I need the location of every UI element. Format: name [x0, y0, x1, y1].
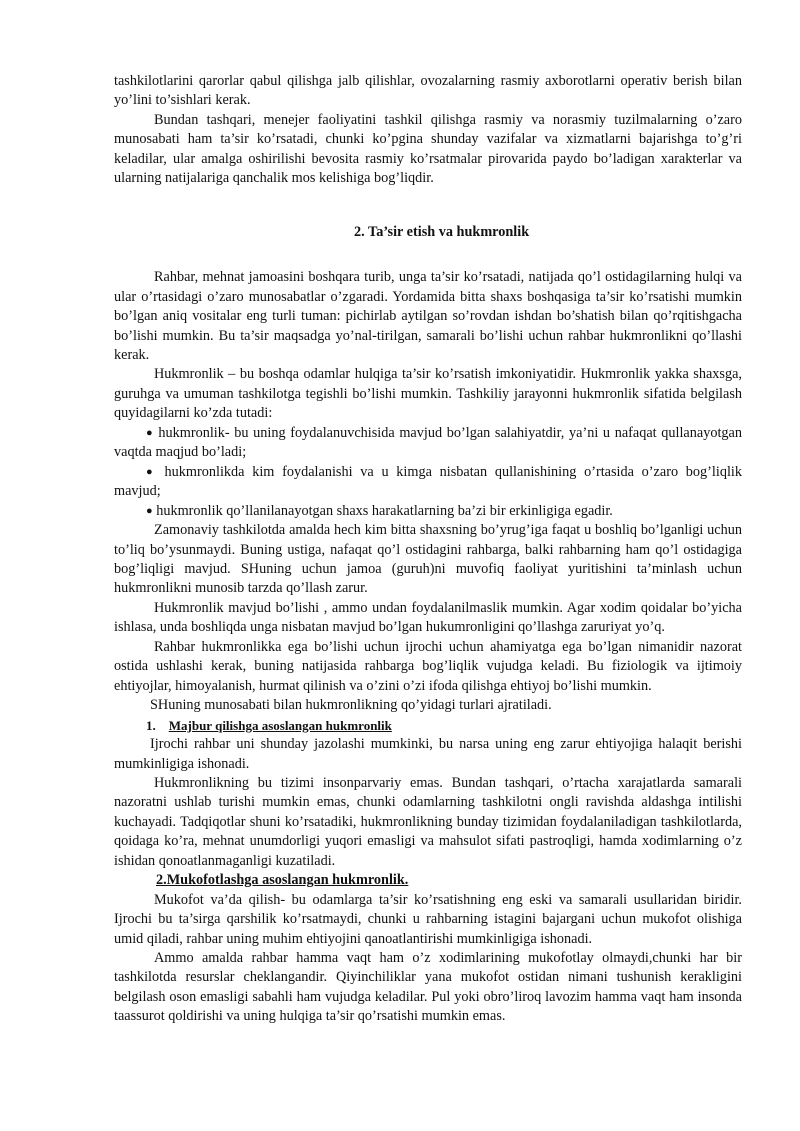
section-heading: 2. Ta’sir etish va hukmronlik: [354, 223, 530, 240]
bullet-item-2: [114, 463, 742, 502]
bullet-item-1: [114, 424, 742, 463]
paragraph-types-intro: [114, 696, 742, 715]
paragraph-continuation: tashkilotlarini qarorlar qabul qilishga jalb qilishlar, ovozalarning rasmiy axborotlarni operativ berish bilan yo’lini to’sishlari kerak.: [114, 73, 742, 109]
paragraph-leader-influence: Rahbar, mehnat jamoasini boshqara turib, unga ta’sir ko’rsatadi, natijada qo’l ostidagilarning hulqi va ular o’rtasidagi o’zaro munosabatlar o’zgaradi. Yordamida bitta shaxs boshqasiga ta’sir ko’rsatishi mumkin bo’lgan aniq vositalar eng turli tuman: pichirlab aytilgan so’rovdan ishdan bo’shatish bilan qo’rqitishgacha bo’lishi mumkin. Bu ta’sir maqsadga yo’nal-tirilgan, samarali bo’lishi uchun rahbar hukmronlikni qo’llashi kerak.: [114, 269, 742, 363]
bullet-item-3: [114, 502, 742, 521]
bullet-text: hukmronlikda kim foydalanishi va u kimga nisbatan qullanishining o’rtasida o’zaro bog’liqlik mavjud;: [114, 463, 743, 500]
bullet-text: hukmronlik qo’llanilanayotgan shaxs harakatlarning ba’zi bir erkinligiga egadir.: [156, 502, 613, 519]
subheading-number: 1.: [146, 717, 156, 733]
bullet-icon: ●: [146, 465, 157, 478]
bullet-icon: ●: [146, 426, 154, 439]
paragraph-modern-organization: Zamonaviy tashkilotda amalda hech kim bitta shaxsning bo’yrug’iga faqat u boshliq bo’lganligi uchun to’liq bo’ysunmaydi. Buning ustiga, nafaqat qo’l ostidagini rahbarga, balki rahbarning ham qo’l ostidagiga bog’liqligi mavjud. SHuning uchun jamoa (guruh)ni muvofiq faoliyat yuritishini ta’minlash uchun hukmronlikni munosib tarzda qo’llash zarur.: [114, 522, 742, 597]
subheading-text: Majbur qilishga asoslangan hukmronlik: [168, 717, 392, 733]
paragraph-structures: Bundan tashqari, menejer faoliyatini tashkil qilishga rasmiy va norasmiy tuzilmalarning o’zaro munosabati ham ta’sir ko’rsatadi, chunki ko’pgina shunday vazifalar va xizmatlarni bajarishga to’g’ri keladilar, ular amalga oshirilishi bevosita rasmiy ko’rsatmalar pirovarida paydo bo’ladigan xarakterlar va ularning natijalariga qanchalik mos kelishiga bog’liqdir.: [114, 111, 742, 187]
paragraph-dependency: Rahbar hukmronlikka ega bo’lishi uchun ijrochi uchun ahamiyatga ega bo’lgan nimanidir nazorat ostida ushlashi kerak, buning natijasida rahbarga bog’liqlik vujudga keladi. Bu fiziologik va ijtimoiy ehtiyojlar, himoyalanish, hurmat qilinish va o’zini o’zi ifoda qilishga ehtiyoj bo’lishi mumkin.: [114, 638, 742, 694]
types-intro-text: SHuning munosabati bilan hukmronlikning qo’yidagi turlari ajratiladi.: [150, 697, 552, 714]
paragraph-power-existence: Hukmronlik mavjud bo’lishi , ammo undan foydalanilmaslik mumkin. Agar xodim qoidalar bo’yicha ishlasa, unda boshliqda unga nisbatan mavjud bo’lgan hukumronligini qo’llashga zaruriyat yo’q.: [114, 599, 742, 636]
subheading-coercion: [114, 716, 742, 735]
subheading-text: 2.Mukofotlashga asoslangan hukmronlik.: [156, 872, 409, 889]
document-page: [114, 72, 742, 1027]
subheading-reward: [114, 871, 742, 890]
bullet-text: hukmronlik- bu uning foydalanuvchisida mavjud bo’lgan salahiyatdir, ya’ni u nafaqat qullanayotgan vaqtda maqjud bo’ladi;: [114, 424, 742, 461]
paragraph-coercion-desc: Ijrochi rahbar uni shunday jazolashi mumkinki, bu narsa uning eng zarur ehtiyojiga halaqit berishi mumkinligiga ishonadi.: [114, 736, 742, 772]
paragraph-coercion-critique: Hukmronlikning bu tizimi insonparvariy emas. Bundan tashqari, o’rtacha xarajatlarda samarali nazoratni ushlab turishi mumkin emas, chunki odamlarning tashkilotni ongli ravishda aldashga intilishi kuchayadi. Tadqiqotlar shuni ko’rsatadiki, hukmronlikning bunday tizimidan foydalaniladigan tashkilotlarda, qoidaga ko’ra, mehnat unumdorligi yuqori emasligi va mahsulot sifati pastroqligi, hamda xodimlarning o’z ishidan qonoatlanmaganligi kuzatiladi.: [114, 774, 742, 869]
paragraph-reward-desc: Mukofot va’da qilish- bu odamlarga ta’sir ko’rsatishning eng eski va samarali usullaridan biridir. Ijrochi bu ta’sirga qarshilik ko’rsatmaydi, chunki u rahbarning istagini bajargani uchun mukofot olishiga umid qiladi, rahbar uning muhim ehtiyojini qanoatlantirishi mumkinligiga ishonadi.: [114, 891, 742, 947]
paragraph-power-definition: Hukmronlik – bu boshqa odamlar hulqiga ta’sir ko’rsatish imkoniyatidir. Hukmronlik yakka shaxsga, guruhga va umuman tashkilotga tegishli bo’lishi mumkin. Tashkiliy jarayonni hukmronlik sifatida belgilash quyidagilarni ko’zda tutadi:: [114, 366, 742, 422]
paragraph-reward-limits: Ammo amalda rahbar hamma vaqt ham o’z xodimlarining mukofotlay olmaydi,chunki har bir tashkilotda resurslar cheklangandir. Qiyinchiliklar yana mukofot ostidan nimani tushunish kerakligini belgilash oson emasligi sabahli ham vujudga keladilar. Pul yoki obro’liroq lavozim hamma vaqt ham insonda taassurot qoldirishi va uning hulqiga ta’sir qo’rsatishi mumkin emas.: [114, 950, 742, 1025]
bullet-icon: ●: [146, 504, 153, 517]
